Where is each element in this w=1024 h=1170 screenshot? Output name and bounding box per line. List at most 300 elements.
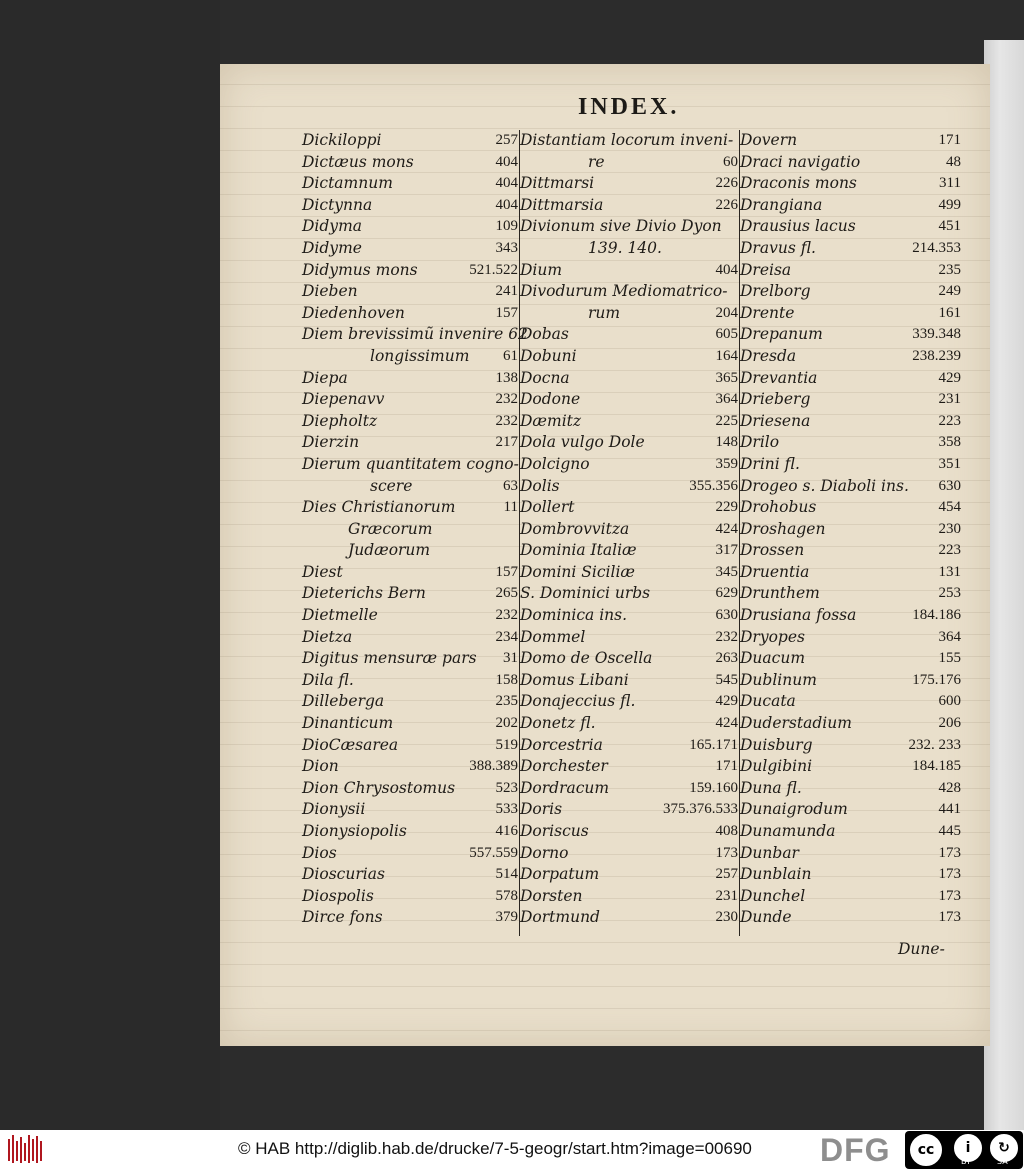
entry-term: Dion Chrysostomus [302, 778, 456, 797]
entry-page-number: 429 [938, 369, 961, 386]
entry-page-number: 184.185 [912, 758, 961, 775]
index-entry [300, 519, 520, 541]
entry-term: Dunaigrodum [740, 800, 848, 819]
index-entry [738, 756, 963, 778]
index-column-2 [518, 130, 740, 929]
index-entry [300, 627, 520, 649]
entry-page-number: 249 [938, 283, 961, 300]
index-entry [738, 454, 963, 476]
dfg-logo: DFG [820, 1132, 891, 1168]
index-entry [518, 152, 740, 174]
entry-page-number: 364 [938, 628, 961, 645]
entry-term: scere [370, 476, 413, 495]
index-entry [738, 605, 963, 627]
index-entry [300, 173, 520, 195]
sa-label: SA [997, 1157, 1008, 1166]
entry-page-number: 232 [495, 412, 518, 429]
index-entry [738, 216, 963, 238]
entry-page-number: 229 [715, 499, 738, 516]
entry-term: Dolis [520, 476, 560, 495]
entry-term: Domini Siciliæ [520, 562, 635, 581]
page-title: INDEX. [578, 94, 680, 120]
index-entry [738, 303, 963, 325]
entry-term: Dictamnum [302, 174, 393, 193]
entry-term: Dioscurias [302, 865, 385, 884]
entry-term: Droshagen [740, 519, 826, 538]
index-entry [738, 627, 963, 649]
index-entry [300, 907, 520, 929]
entry-page-number: 263 [715, 650, 738, 667]
entry-page-number: 404 [495, 196, 518, 213]
index-entry [518, 605, 740, 627]
index-entry [300, 670, 520, 692]
entry-term: Dorpatum [520, 865, 600, 884]
entry-term: Dombrovvitza [520, 519, 630, 538]
index-entry [518, 778, 740, 800]
copyright-link[interactable]: © HAB http://diglib.hab.de/drucke/7-5-geogr/start.htm?image=00690 [238, 1139, 752, 1158]
entry-term: Dortmund [520, 908, 600, 927]
entry-term: Græcorum [348, 519, 433, 538]
index-entry [300, 778, 520, 800]
entry-page-number: 60 [723, 153, 738, 170]
entry-term: Divodurum Mediomatrico- [520, 282, 728, 301]
entry-term: Distantiam locorum inveni- [520, 131, 734, 149]
entry-page-number: 355.356 [689, 477, 738, 494]
entry-term: Dirce fons [302, 908, 383, 927]
index-entry [300, 195, 520, 217]
entry-term: Dravus fl. [740, 238, 816, 257]
entry-page-number: 165.171 [689, 736, 738, 753]
index-entry [518, 907, 740, 929]
cc-license-badge[interactable] [905, 1131, 1023, 1169]
index-entry [518, 756, 740, 778]
entry-term: Dorcestria [520, 735, 603, 754]
entry-term: Dorsten [520, 886, 583, 905]
entry-term: Drini fl. [740, 454, 800, 473]
entry-page-number: 226 [715, 196, 738, 213]
index-entry [300, 216, 520, 238]
entry-term: Dunblain [740, 865, 812, 884]
index-entry [300, 713, 520, 735]
index-entry [518, 713, 740, 735]
index-entry [518, 735, 740, 757]
index-entry [300, 799, 520, 821]
index-entry [518, 346, 740, 368]
entry-page-number: 155 [938, 650, 961, 667]
entry-page-number: 533 [495, 801, 518, 818]
entry-term: Duisburg [740, 735, 813, 754]
index-entry [300, 648, 520, 670]
entry-page-number: 339.348 [912, 326, 961, 343]
entry-page-number: 232. 233 [908, 736, 961, 753]
entry-page-number: 578 [495, 887, 518, 904]
entry-term: Drilo [740, 433, 780, 452]
by-icon: i [954, 1134, 982, 1162]
entry-page-number: 428 [938, 779, 961, 796]
index-entry [300, 432, 520, 454]
entry-term: Dreisa [740, 260, 792, 279]
entry-term: Dolcigno [520, 454, 590, 473]
entry-term: Diedenhoven [302, 303, 405, 322]
entry-page-number: 404 [715, 261, 738, 278]
entry-term: Didyme [302, 238, 362, 257]
index-entry [518, 583, 740, 605]
index-entry [738, 735, 963, 757]
entry-term: Didyma [302, 217, 363, 236]
entry-page-number: 232 [495, 391, 518, 408]
entry-page-number: 241 [495, 283, 518, 300]
entry-page-number: 519 [495, 736, 518, 753]
entry-page-number: 441 [938, 801, 961, 818]
entry-page-number: 171 [715, 758, 738, 775]
entry-term: longissimum [370, 346, 470, 365]
index-entry [300, 152, 520, 174]
index-entry [300, 886, 520, 908]
entry-term: Dunchel [740, 886, 806, 905]
entry-page-number: 253 [938, 585, 961, 602]
entry-term: Dryopes [740, 627, 805, 646]
entry-term: Divionum sive Divio Dyon [520, 217, 722, 236]
entry-page-number: 234 [495, 628, 518, 645]
entry-term: Drangiana [740, 195, 823, 214]
entry-page-number: 317 [715, 542, 738, 559]
index-entry [738, 130, 963, 152]
index-entry [738, 843, 963, 865]
entry-term: Druentia [740, 562, 810, 581]
index-entry [518, 454, 740, 476]
entry-term: Dommel [520, 627, 586, 646]
index-entry [518, 130, 740, 152]
entry-page-number: 223 [938, 412, 961, 429]
index-entry [518, 173, 740, 195]
index-entry [300, 497, 520, 519]
entry-page-number: 235 [938, 261, 961, 278]
index-entry [300, 691, 520, 713]
index-entry [738, 886, 963, 908]
entry-term: rum [588, 303, 621, 322]
entry-term: Dietmelle [302, 606, 378, 625]
catchword: Dune- [898, 940, 945, 958]
entry-page-number: 429 [715, 693, 738, 710]
entry-term: Dierzin [302, 433, 360, 452]
entry-term: Drausius lacus [740, 217, 856, 236]
entry-page-number: 202 [495, 715, 518, 732]
index-entry [518, 195, 740, 217]
index-entry [738, 411, 963, 433]
entry-page-number: 223 [938, 542, 961, 559]
entry-term: Duacum [740, 649, 806, 668]
entry-page-number: 109 [495, 218, 518, 235]
index-entry [738, 281, 963, 303]
entry-page-number: 629 [715, 585, 738, 602]
entry-term: Diepholtz [302, 411, 378, 430]
entry-term: Diepa [302, 368, 348, 387]
index-entry [518, 627, 740, 649]
index-entry [300, 238, 520, 260]
scan-background-left [0, 0, 220, 1130]
entry-page-number: 345 [715, 563, 738, 580]
index-entry [738, 389, 963, 411]
entry-term: Dola vulgo Dole [520, 433, 645, 452]
index-entry [300, 454, 520, 476]
entry-page-number: 48 [946, 153, 961, 170]
entry-term: Dierum quantitatem cogno- [302, 454, 519, 473]
entry-term: Drevantia [740, 368, 818, 387]
entry-term: Ducata [740, 692, 796, 711]
index-entry [738, 195, 963, 217]
index-entry [518, 303, 740, 325]
entry-page-number: 454 [938, 499, 961, 516]
index-entry [300, 303, 520, 325]
entry-page-number: 408 [715, 823, 738, 839]
index-entry [300, 562, 520, 584]
entry-term: Dies Christianorum [302, 498, 456, 517]
entry-term: Drusiana fossa [740, 606, 857, 625]
entry-page-number: 424 [715, 715, 738, 732]
index-column-3 [738, 130, 963, 929]
entry-term: Drossen [740, 541, 805, 560]
index-entry [738, 432, 963, 454]
entry-term: Dominia Italiæ [520, 541, 637, 560]
entry-page-number: 630 [938, 477, 961, 494]
index-entry [518, 216, 740, 238]
entry-term: Dionysii [302, 800, 366, 819]
entry-page-number: 171 [938, 132, 961, 148]
index-column-1 [300, 130, 528, 929]
entry-page-number: 173 [715, 844, 738, 861]
entry-term: Didymus mons [302, 260, 418, 279]
entry-term: Doriscus [520, 822, 589, 840]
index-entry [300, 130, 520, 152]
index-entry [738, 260, 963, 282]
entry-term: Dieterichs Bern [302, 584, 426, 603]
index-entry [300, 821, 520, 843]
entry-term: Draconis mons [740, 174, 857, 193]
index-entry [518, 886, 740, 908]
index-entry [738, 476, 963, 498]
entry-term: Dunbar [740, 843, 799, 862]
entry-page-number: 158 [495, 671, 518, 688]
entry-page-number: 204 [715, 304, 738, 321]
index-entry [518, 648, 740, 670]
index-entry [738, 821, 963, 843]
entry-term: Drohobus [740, 498, 817, 517]
index-entry [300, 281, 520, 303]
entry-term: Dion [302, 757, 339, 776]
index-entry [518, 432, 740, 454]
entry-term: Dominica ins. [520, 606, 628, 625]
index-entry [518, 238, 740, 260]
entry-page-number: 257 [495, 132, 518, 148]
entry-page-number: 230 [938, 520, 961, 537]
entry-term: Dietza [302, 627, 353, 646]
by-label: BY [961, 1157, 971, 1166]
entry-term: Doris [520, 800, 563, 819]
entry-term: Draci navigatio [740, 152, 861, 171]
entry-term: Dittmarsi [520, 174, 595, 193]
entry-page-number: 214.353 [912, 239, 961, 256]
entry-term: Dresda [740, 346, 797, 365]
index-entry [518, 821, 740, 843]
index-entry [300, 735, 520, 757]
entry-term: Dæmitz [520, 411, 582, 430]
entry-term: Dickiloppi [302, 131, 382, 149]
entry-page-number: 225 [715, 412, 738, 429]
entry-term: Dobas [520, 325, 569, 344]
entry-page-number: 231 [938, 391, 961, 408]
entry-page-number: 379 [495, 909, 518, 926]
index-entry [518, 476, 740, 498]
index-entry [738, 778, 963, 800]
entry-page-number: 600 [938, 693, 961, 710]
index-entry [738, 648, 963, 670]
entry-page-number: 424 [715, 520, 738, 537]
entry-term: Dovern [740, 131, 798, 149]
entry-page-number: 159.160 [689, 779, 738, 796]
entry-term: Diem brevissimũ invenire 62 [302, 325, 528, 344]
entry-page-number: 404 [495, 153, 518, 170]
entry-page-number: 131 [938, 563, 961, 580]
index-entry [300, 346, 520, 368]
entry-page-number: 404 [495, 175, 518, 192]
entry-page-number: 206 [938, 715, 961, 732]
index-entry [518, 519, 740, 541]
entry-page-number: 232 [495, 607, 518, 624]
index-entry [518, 368, 740, 390]
sa-icon: ↻ [990, 1134, 1018, 1162]
entry-term: re [588, 152, 605, 171]
index-entry [518, 562, 740, 584]
entry-page-number: 161 [938, 304, 961, 321]
entry-term: Drieberg [740, 390, 811, 409]
index-entry [518, 260, 740, 282]
entry-page-number: 238.239 [912, 347, 961, 364]
index-entry [518, 389, 740, 411]
entry-term: Drelborg [740, 282, 811, 301]
index-entry [518, 411, 740, 433]
index-entry [300, 411, 520, 433]
entry-page-number: 231 [715, 887, 738, 904]
entry-term: Dios [302, 843, 337, 862]
entry-term: Donetz fl. [520, 714, 596, 733]
entry-page-number: 265 [495, 585, 518, 602]
entry-page-number: 557.559 [469, 844, 518, 861]
entry-page-number: 514 [495, 866, 518, 883]
entry-term: Dila fl. [302, 670, 354, 689]
entry-page-number: 184.186 [912, 607, 961, 624]
index-entry [518, 497, 740, 519]
entry-page-number: 521.522 [469, 261, 518, 278]
entry-term: Dilleberga [302, 692, 385, 711]
entry-term: Dulgibini [740, 757, 813, 776]
index-entry [300, 324, 528, 346]
entry-term: Dobuni [520, 346, 577, 365]
entry-term: Dunamunda [740, 822, 836, 840]
entry-page-number: 351 [938, 455, 961, 472]
entry-term: Domo de Oscella [520, 649, 653, 668]
index-entry [738, 691, 963, 713]
entry-term: Dollert [520, 498, 575, 517]
entry-term: Dunde [740, 908, 792, 927]
entry-page-number: 226 [715, 175, 738, 192]
entry-term: Dieben [302, 282, 358, 301]
entry-page-number: 257 [715, 866, 738, 883]
entry-term: Dinanticum [302, 714, 394, 733]
scan-background-right [984, 40, 1024, 1130]
entry-term: Donajeccius fl. [520, 692, 636, 711]
entry-page-number: 173 [938, 866, 961, 883]
index-entry [518, 843, 740, 865]
entry-page-number: 175.176 [912, 671, 961, 688]
entry-term: Docna [520, 368, 570, 387]
entry-page-number: 31 [503, 650, 518, 667]
entry-page-number: 138 [495, 369, 518, 386]
entry-term: Diepenavv [302, 390, 385, 409]
entry-page-number: 173 [938, 844, 961, 861]
index-entry [738, 346, 963, 368]
index-entry [738, 864, 963, 886]
entry-page-number: 63 [503, 477, 518, 494]
entry-page-number: 173 [938, 909, 961, 926]
index-entry [738, 497, 963, 519]
entry-term: Dium [520, 260, 563, 279]
entry-page-number: 311 [939, 175, 961, 192]
index-entry [518, 691, 740, 713]
index-entry [738, 368, 963, 390]
index-entry [518, 540, 740, 562]
entry-page-number: 230 [715, 909, 738, 926]
entry-page-number: 148 [715, 434, 738, 451]
entry-page-number: 343 [495, 239, 518, 256]
entry-term: Dublinum [740, 670, 817, 689]
entry-page-number: 388.389 [469, 758, 518, 775]
entry-term: Duna fl. [740, 778, 802, 797]
index-entry [300, 368, 520, 390]
entry-page-number: 61 [503, 347, 518, 364]
index-entry [738, 713, 963, 735]
entry-term: S. Dominici urbs [520, 584, 651, 603]
entry-page-number: 523 [495, 779, 518, 796]
index-entry [300, 756, 520, 778]
entry-page-number: 157 [495, 563, 518, 580]
entry-term: Dictæus mons [302, 152, 414, 171]
index-entry [300, 389, 520, 411]
index-entry [300, 260, 520, 282]
index-entry [738, 238, 963, 260]
entry-page-number: 605 [715, 326, 738, 343]
index-entry [518, 799, 740, 821]
index-entry [738, 907, 963, 929]
entry-page-number: 11 [503, 499, 518, 516]
entry-term: Dittmarsia [520, 195, 604, 214]
entry-term: DioCæsarea [302, 735, 399, 754]
entry-term: 139. 140. [588, 238, 662, 257]
index-entry [300, 540, 520, 562]
entry-term: Dorchester [520, 757, 608, 776]
entry-term: Diest [302, 562, 343, 581]
entry-page-number: 630 [715, 607, 738, 624]
index-entry [518, 864, 740, 886]
entry-page-number: 358 [938, 434, 961, 451]
entry-term: Dorno [520, 843, 569, 862]
entry-term: Duderstadium [740, 714, 852, 733]
entry-term: Dictynna [302, 195, 373, 214]
entry-page-number: 416 [495, 823, 518, 839]
index-entry [300, 864, 520, 886]
entry-term: Diospolis [302, 886, 374, 905]
entry-page-number: 365 [715, 369, 738, 386]
entry-term: Dordracum [520, 778, 610, 797]
